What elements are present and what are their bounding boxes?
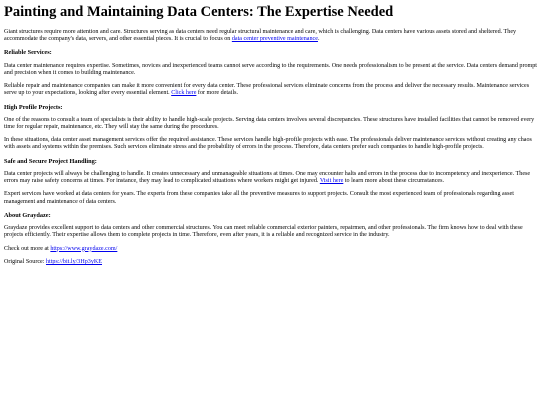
high-profile-paragraph-1: One of the reasons to consult a team of specialists is their ability to handle high-scale projects. Serving data centers involves several discrepancies. These structures have installed facilities that cannot be removed every time for regular repair, maintenance, etc. They will stay the same during the procedures. [4, 116, 535, 130]
safe-p1-after: to learn more about these circumstances. [343, 178, 445, 185]
section-heading-safe: Safe and Secure Project Handling: [4, 157, 97, 165]
safe-paragraph-2: Expert services have worked at data centers for years. The experts from these companies take all the preventive measures to support projects. Consult the most experienced team of professionals regarding asset management and maintenance of data centers. [4, 191, 514, 205]
reliable-paragraph-1: Data center maintenance requires expertise. Sometimes, novices and inexperienced teams cannot serve according to the requirements. One needs professionalism to be present at the service. Data centers demand prompt and precision when it comes to building maintenance. [4, 62, 538, 76]
intro-after: . [317, 36, 320, 43]
safe-p1-text: Data center projects will always be challenging to handle. It creates unnecessary and unmanageable situations at times. One may encounter halts and errors in the process due to incompetency and inexperience. These errors may raise safety concerns at times. For instance, they may lead to complicated situations where workers might get injured. [4, 171, 531, 185]
preventive-maintenance-link[interactable]: data center preventive maintenance [231, 36, 318, 43]
checkout-label: Check out more at [4, 245, 51, 252]
section-heading-reliable: Reliable Services: [4, 49, 52, 57]
reliable-p2-text: Reliable repair and maintenance companies can make it more convenient for every data center. These professional services eliminate concerns from the process and deliver the necessary results. Maintenance services serve up to your expectations, looking after every essential element. [4, 83, 530, 97]
graydaze-website-link[interactable]: https://www.graydaze.com/ [50, 245, 118, 252]
about-paragraph: Graydaze provides excellent support to data centers and other commercial structures. You can meet reliable commercial exterior painters, repairmen, and other professionals. The firm knows how to deal with these projects efficiently. Their expertise allows them to complete projects in time. Therefore, even after years, it is a reliable and recognized service in the industry. [4, 225, 523, 239]
checkout-line [4, 246, 537, 253]
high-profile-paragraph-2: In these situations, data center asset management services offer the required assistance. These services handle high-profile projects with ease. The professionals deliver maintenance services without creating any chaos with assets and systems within the premises. Such services eliminate stress and the probability of errors in the process. Therefore, data centers prefer such companies to handle high-profile projects. [4, 137, 532, 151]
intro-text: Giant structures require more attention and care. Structures serving as data centers need regular structural maintenance and care, which is challenging. Data centers have various assets stored and sheltered. They accommodate the company's data, servers, and other essential pieces. It is crucial to focus on [4, 29, 517, 43]
intro-paragraph [4, 29, 537, 43]
safe-paragraph-1 [4, 171, 537, 185]
click-here-link[interactable]: Click here [171, 90, 197, 97]
source-label: Original Source: [4, 258, 46, 265]
section-heading-about: About Graydaze: [4, 211, 51, 219]
original-source-link[interactable]: https://bit.ly/3Hp3yKE [45, 258, 103, 265]
source-line [4, 259, 537, 266]
section-heading-high-profile: High Profile Projects: [4, 103, 63, 111]
reliable-paragraph-2 [4, 83, 537, 97]
page-title: Painting and Maintaining Data Centers: The Expertise Needed [4, 4, 394, 20]
reliable-p2-after: for more details. [196, 90, 239, 97]
visit-here-link[interactable]: Visit here [319, 178, 344, 185]
